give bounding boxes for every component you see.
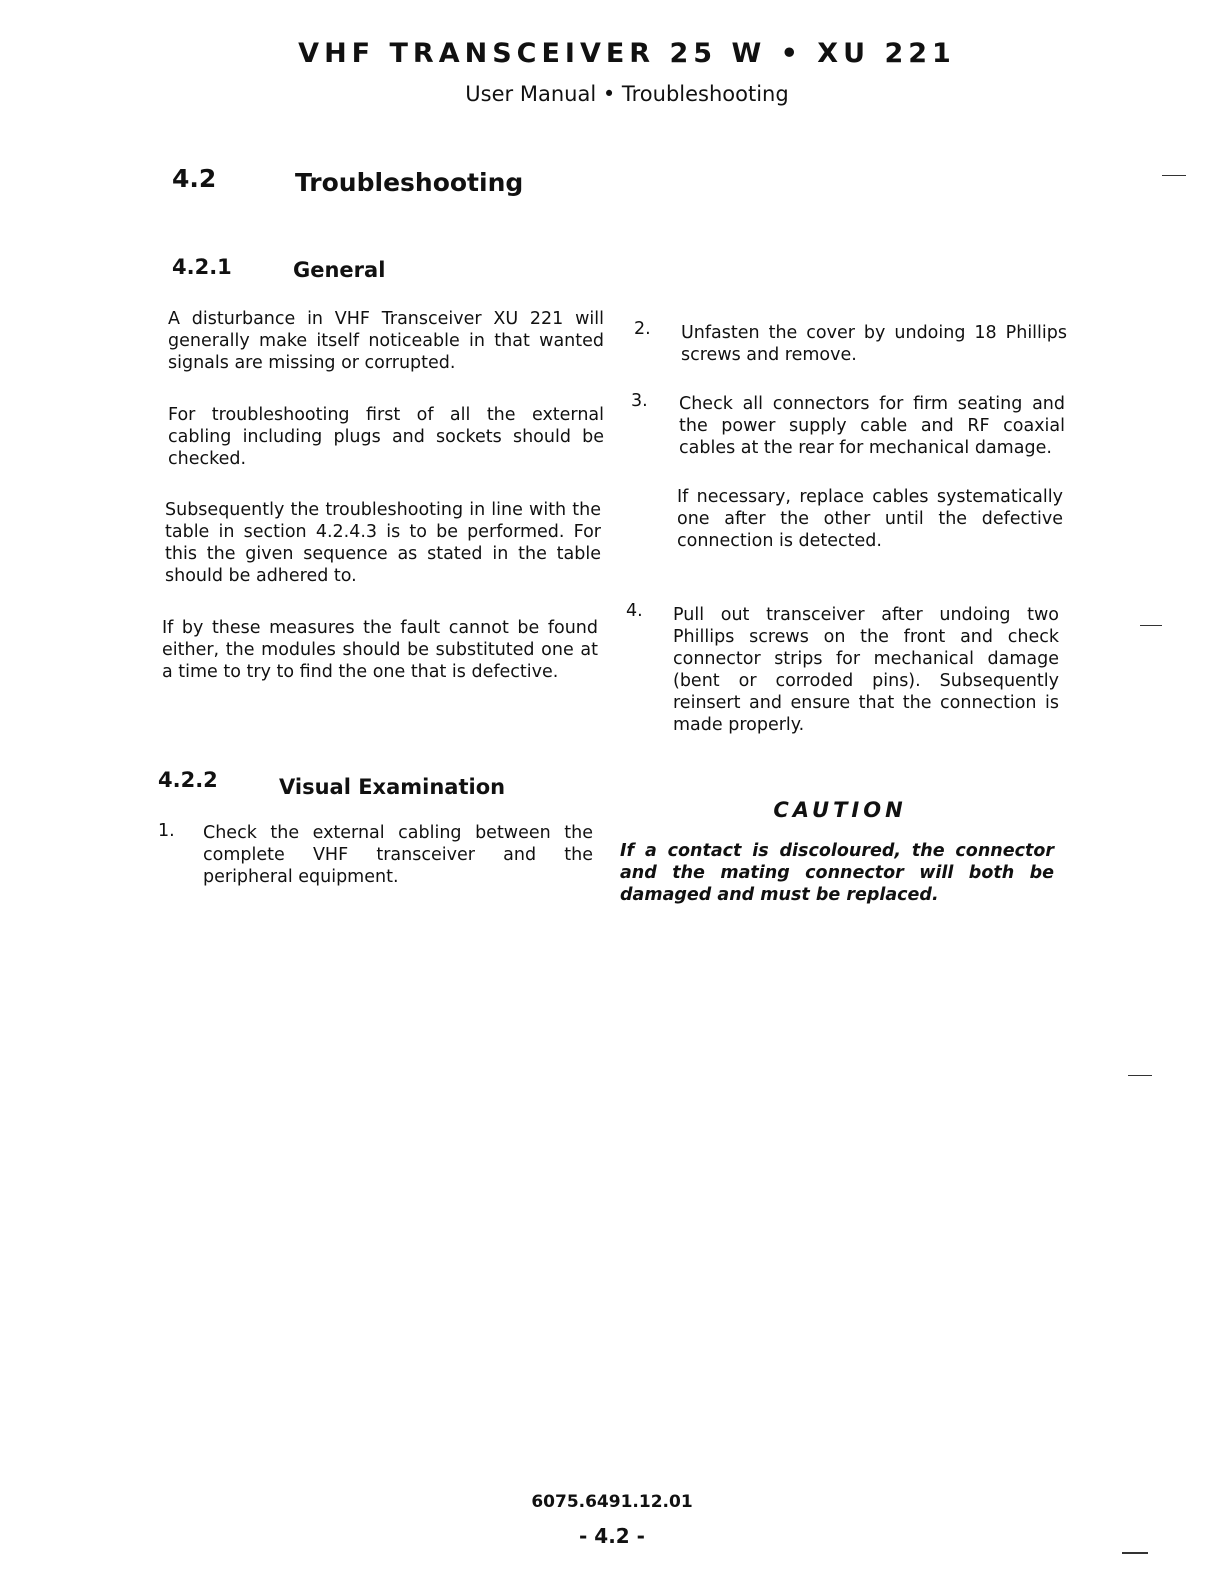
subsection-visual-title: Visual Examination [279,775,506,799]
subsection-general-title: General [293,258,386,282]
margin-mark [1122,1552,1148,1554]
margin-mark [1140,625,1162,626]
list-item-note: If necessary, replace cables systematically one after the other until the defective connection is detected. [677,487,1063,551]
list-item-number: 3. [631,391,648,411]
document-subtitle: User Manual • Troubleshooting [465,82,789,106]
list-item-text: Check the external cabling between the complete VHF transceiver and the peripheral equipment. [203,823,593,887]
list-item-number: 1. [158,821,175,841]
caution-title: CAUTION [773,798,907,822]
subsection-visual-number: 4.2.2 [158,768,218,792]
general-paragraph-2: For troubleshooting first of all the external cabling including plugs and sockets should be checked. [168,405,604,469]
subsection-general-number: 4.2.1 [172,255,232,279]
margin-mark [1128,1075,1152,1076]
section-number: 4.2 [172,164,217,193]
general-paragraph-4: If by these measures the fault cannot be found either, the modules should be substituted one at a time to try to find the one that is defective. [162,618,598,682]
list-item-text: Check all connectors for firm seating and the power supply cable and RF coaxial cables at the rear for mechanical damage. [679,394,1065,458]
general-paragraph-1: A disturbance in VHF Transceiver XU 221 will generally make itself noticeable in that wanted signals are missing or corrupted. [168,309,604,373]
caution-text: If a contact is discoloured, the connector and the mating connector will both be damaged and must be replaced. [620,841,1054,905]
list-item-text: Unfasten the cover by undoing 18 Phillips screws and remove. [681,323,1067,365]
section-title: Troubleshooting [295,168,524,197]
margin-mark [1162,175,1186,176]
list-item-number: 4. [626,601,643,621]
document-code: 6075.6491.12.01 [531,1492,693,1512]
page-number: - 4.2 - [579,1524,645,1548]
list-item-text: Pull out transceiver after undoing two Phillips screws on the front and check connector strips for mechanical damage (bent or corroded pins). Subsequently reinsert and ensure that the connection is made properly. [673,605,1059,735]
general-paragraph-3: Subsequently the troubleshooting in line with the table in section 4.2.4.3 is to be performed. For this the given sequence as stated in the table should be adhered to. [165,500,601,586]
list-item-number: 2. [634,319,651,339]
document-title: VHF TRANSCEIVER 25 W • XU 221 [298,38,956,69]
